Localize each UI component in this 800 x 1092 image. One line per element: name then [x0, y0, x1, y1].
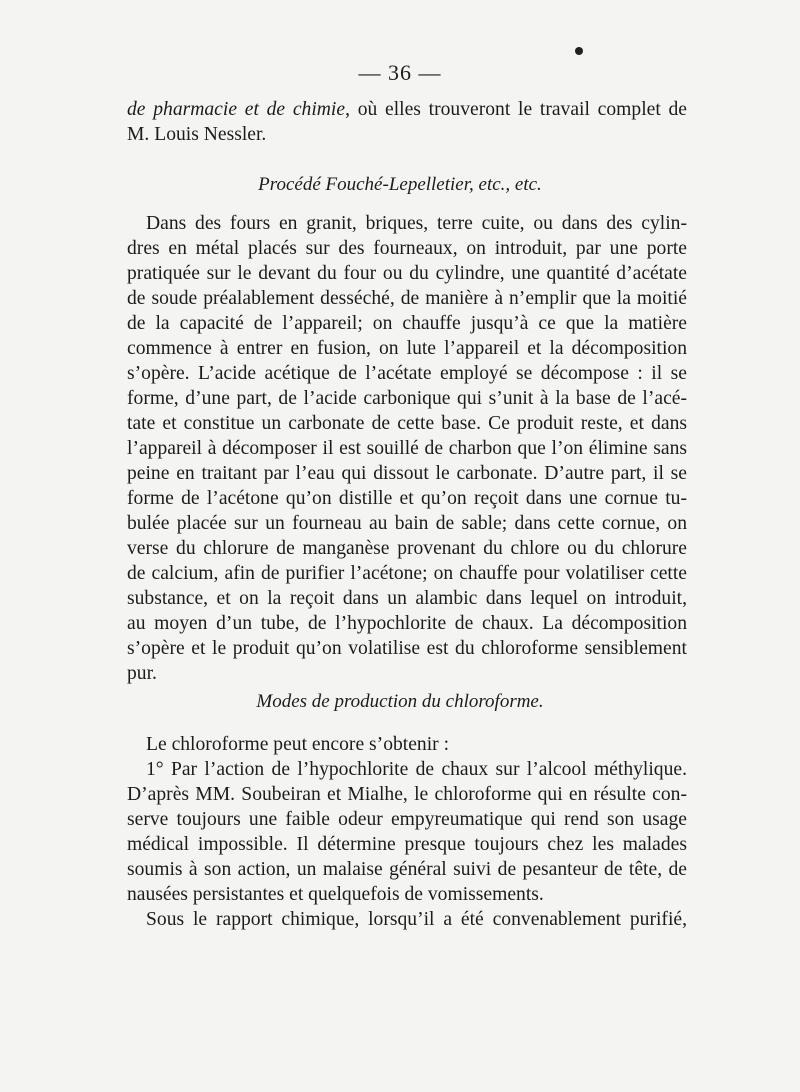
text-line: de la capacité de l’appareil; on chauffe jusqu’à ce que la matière: [127, 313, 687, 334]
text-line: de calcium, afin de purifier l’acétone; on chauffe pour volatiliser cette: [127, 563, 687, 584]
text-line: verse du chlorure de manganèse provenant du chlore ou du chlorure: [127, 538, 687, 559]
text-line: peine en traitant par l’eau qui dissout le carbonate. D’autre part, il se: [127, 463, 687, 484]
text-line: l’appareil à décomposer il est souillé de charbon que l’on élimine sans: [127, 438, 687, 459]
text-line: de soude préalablement desséché, de manière à n’emplir que la moitié: [127, 288, 687, 309]
text-line: M. Louis Nessler.: [127, 124, 267, 145]
text-line: Sous le rapport chimique, lorsqu’il a été convenablement purifié,: [146, 909, 687, 930]
journal-title-italic: de pharmacie et de chimie: [127, 99, 346, 120]
text-line: D’après MM. Soubeiran et Mialhe, le chloroforme qui en résulte con-: [127, 784, 687, 805]
text-line: 1° Par l’action de l’hypochlorite de chaux sur l’alcool méthylique.: [146, 759, 687, 780]
text-line: substance, et on la reçoit dans un alambic dans lequel on introduit,: [127, 588, 687, 609]
text-line: commence à entrer en fusion, on lute l’appareil et la décomposition: [127, 338, 687, 359]
text-line: de pharmacie et de chimie, où elles trouveront le travail complet de: [127, 99, 687, 120]
text-line: forme de l’acétone qu’on distille et qu’on reçoit dans une cornue tu-: [127, 488, 687, 509]
text-line: forme, d’une part, de l’acide carbonique qui s’unit à la base de l’acé-: [127, 388, 687, 409]
text-line: nausées persistantes et quelquefois de vomissements.: [127, 884, 544, 905]
section-heading-modes: Modes de production du chloroforme.: [256, 691, 544, 712]
text-line: s’opère et le produit qu’on volatilise est du chloroforme sensiblement: [127, 638, 687, 659]
text-line: Le chloroforme peut encore s’obtenir :: [146, 734, 450, 755]
text-line: médical impossible. Il détermine presque toujours chez les malades: [127, 834, 687, 855]
ink-dot: [575, 47, 583, 55]
text-line: soumis à son action, un malaise général suivi de pesanteur de tête, de: [127, 859, 687, 880]
page-number: — 36 —: [358, 60, 442, 85]
section-heading-fouche: Procédé Fouché-Lepelletier, etc., etc.: [258, 174, 542, 195]
text-line: au moyen d’un tube, de l’hypochlorite de chaux. La décomposition: [127, 613, 687, 634]
text-line: s’opère. L’acide acétique de l’acétate employé se décompose : il se: [127, 363, 687, 384]
text-line: bulée placée sur un fourneau au bain de sable; dans cette cornue, on: [127, 513, 687, 534]
text-line: Dans des fours en granit, briques, terre cuite, ou dans des cylin-: [146, 213, 687, 234]
text-line: pur.: [127, 663, 157, 684]
text-line: pratiquée sur le devant du four ou du cylindre, une quantité d’acétate: [127, 263, 687, 284]
text-line: serve toujours une faible odeur empyreumatique qui rend son usage: [127, 809, 687, 830]
text-line: dres en métal placés sur des fourneaux, on introduit, par une porte: [127, 238, 687, 259]
text-line: tate et constitue un carbonate de cette base. Ce produit reste, et dans: [127, 413, 687, 434]
